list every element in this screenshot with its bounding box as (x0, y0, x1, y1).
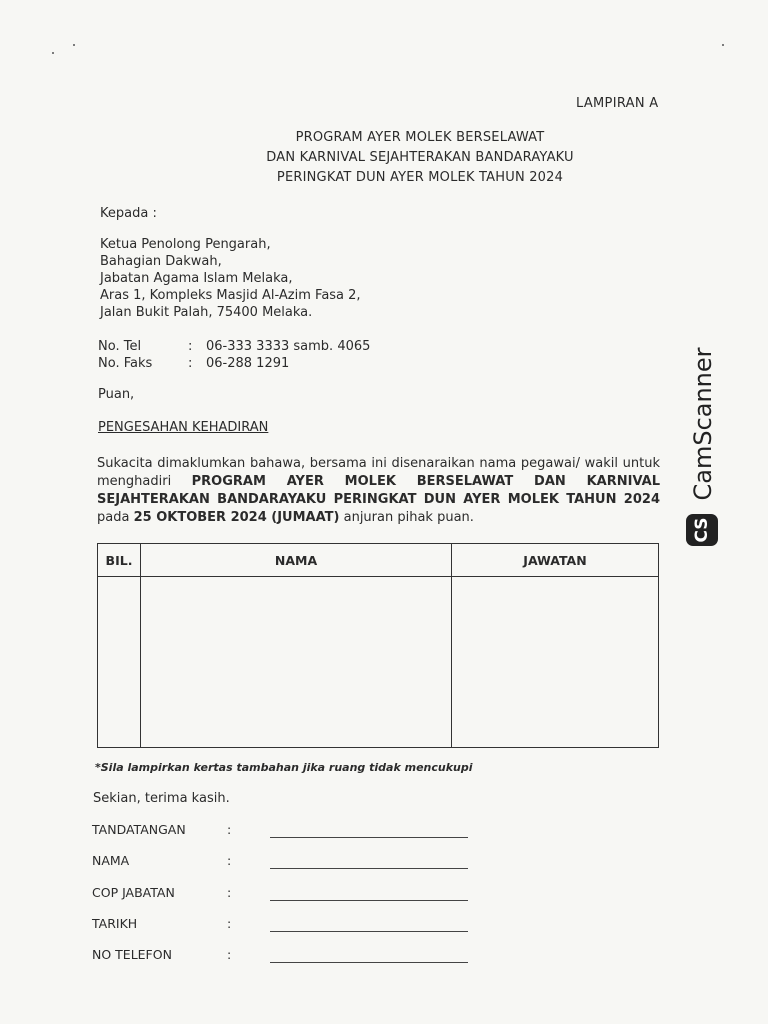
address-line: Jalan Bukit Palah, 75400 Melaka. (100, 305, 313, 320)
field-label: TANDATANGAN (92, 822, 186, 837)
footnote: *Sila lampirkan kertas tambahan jika ruang tidak mencukupi (95, 761, 473, 774)
field-colon: : (227, 853, 232, 868)
field-blank-line[interactable] (270, 962, 468, 963)
field-label: NO TELEFON (92, 947, 172, 962)
field-blank-line[interactable] (270, 900, 468, 901)
para-end: anjuran pihak puan. (343, 510, 474, 525)
address-line: Aras 1, Kompleks Masjid Al-Azim Fasa 2, (100, 288, 361, 303)
scan-speck (52, 52, 54, 54)
field-label: NAMA (92, 853, 130, 868)
address-line: Ketua Penolong Pengarah, (100, 237, 271, 252)
camscanner-logo-text: CamScanner (689, 347, 717, 501)
signature-field-cop-jabatan (92, 885, 492, 905)
closing-text: Sekian, terima kasih. (93, 791, 230, 806)
camscanner-watermark (686, 342, 722, 557)
salutation: Puan, (98, 387, 135, 402)
lampiran-label: LAMPIRAN A (576, 96, 659, 111)
recipient-address (100, 236, 361, 321)
field-colon: : (227, 947, 232, 962)
kepada-label: Kepada : (100, 206, 157, 221)
table-cell-bil[interactable] (98, 577, 141, 748)
scan-speck (722, 44, 724, 46)
field-blank-line[interactable] (270, 837, 468, 838)
body-paragraph (97, 455, 660, 527)
section-heading: PENGESAHAN KEHADIRAN (98, 420, 269, 435)
signature-field-no-telefon (92, 947, 492, 967)
column-header-jawatan: JAWATAN (452, 544, 659, 577)
contact-row-tel (98, 338, 398, 355)
table-row (98, 577, 659, 748)
field-label: TARIKH (92, 916, 138, 931)
contact-label: No. Faks (98, 356, 153, 371)
field-colon: : (227, 885, 232, 900)
title-line-1: PROGRAM AYER MOLEK BERSELAWAT (295, 130, 545, 145)
attendance-table (97, 543, 659, 748)
scan-speck (73, 44, 75, 46)
table-cell-jawatan[interactable] (452, 577, 659, 748)
contact-label: No. Tel (98, 339, 142, 354)
para-date: 25 OKTOBER 2024 (JUMAAT) (133, 510, 340, 525)
para-program-name: PROGRAM AYER MOLEK BERSELAWAT DAN KARNIVAL SEJAHTERAKAN BANDARAYAKU PERINGKAT DUN AYER MOLEK TAHUN 2024 (97, 474, 660, 507)
para-intro: Sukacita dimaklumkan bahawa, bersama ini disenaraikan nama pegawai/ wakil untuk menghadiri (97, 456, 660, 489)
signature-field-tarikh (92, 916, 492, 936)
address-line: Bahagian Dakwah, (100, 254, 222, 269)
signature-field-tandatangan (92, 822, 492, 842)
address-line: Jabatan Agama Islam Melaka, (100, 271, 293, 286)
field-colon: : (227, 822, 232, 837)
field-blank-line[interactable] (270, 868, 468, 869)
contact-colon: : (188, 356, 193, 371)
column-header-nama: NAMA (141, 544, 452, 577)
camscanner-badge-text: CS (692, 517, 712, 543)
table-header-row (98, 544, 659, 577)
field-blank-line[interactable] (270, 931, 468, 932)
contact-value: 06-333 3333 samb. 4065 (206, 339, 371, 354)
field-colon: : (227, 916, 232, 931)
para-pada: pada (97, 510, 130, 525)
contact-value: 06-288 1291 (206, 356, 290, 371)
title-line-3: PERINGKAT DUN AYER MOLEK TAHUN 2024 (276, 170, 564, 185)
camscanner-badge-icon (686, 514, 718, 546)
table-cell-nama[interactable] (141, 577, 452, 748)
contact-colon: : (188, 339, 193, 354)
signature-field-nama (92, 853, 492, 873)
column-header-bil: BIL. (98, 544, 141, 577)
title-line-2: DAN KARNIVAL SEJAHTERAKAN BANDARAYAKU (266, 150, 574, 165)
contact-row-fax (98, 355, 398, 372)
contact-block (98, 338, 398, 372)
field-label: COP JABATAN (92, 885, 175, 900)
